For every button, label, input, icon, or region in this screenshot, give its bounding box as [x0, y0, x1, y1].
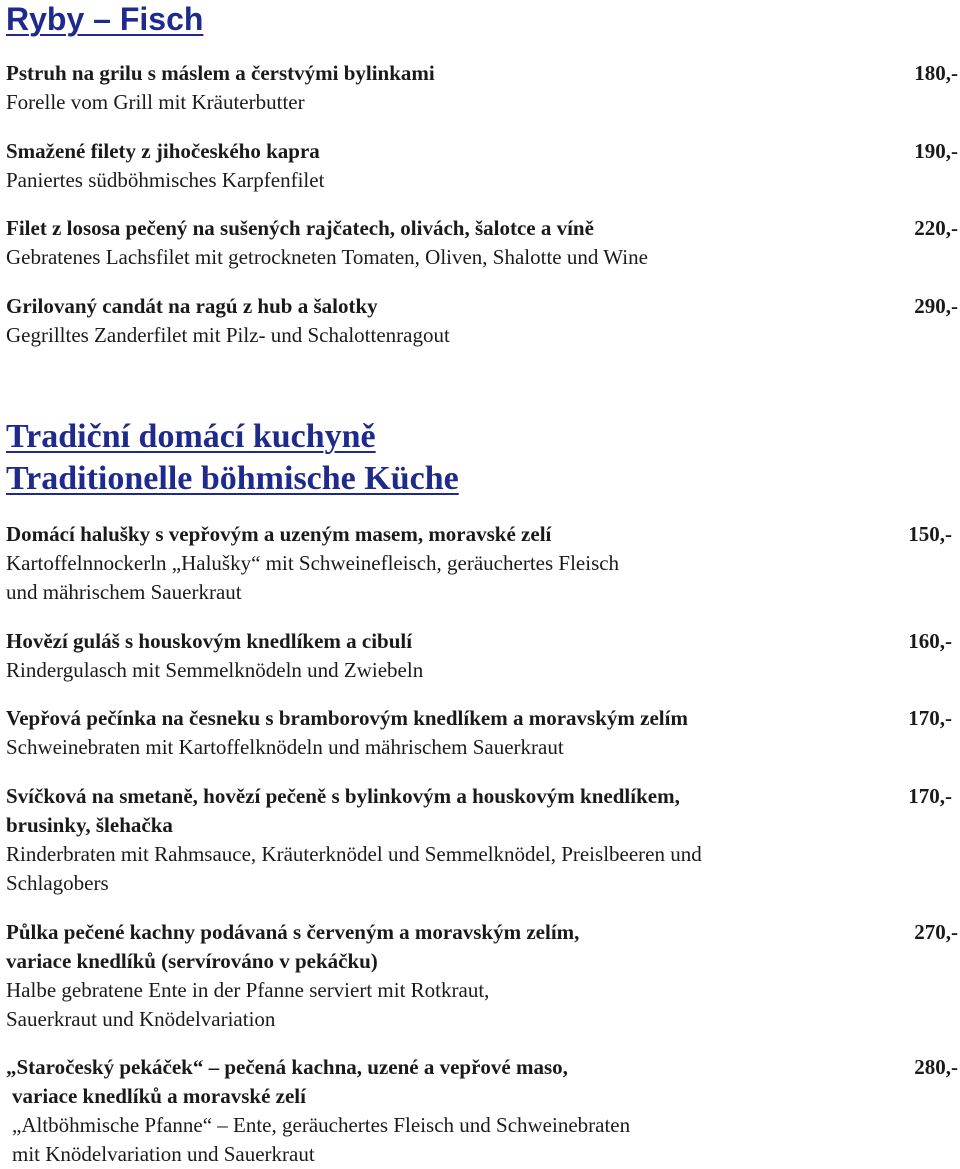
dish-name-de: Forelle vom Grill mit Kräuterbutter	[6, 90, 305, 114]
dish-price: 170,-	[908, 706, 952, 730]
dish-name-de: Sauerkraut und Knödelvariation	[6, 1007, 276, 1031]
dish-price: 150,-	[908, 522, 952, 546]
menu-item	[6, 918, 958, 1034]
dish-price: 280,-	[914, 1055, 958, 1079]
dish-name-de: Halbe gebratene Ente in der Pfanne serviert mit Rotkraut,	[6, 978, 490, 1002]
dish-name-de: mit Knödelvariation und Sauerkraut	[12, 1142, 315, 1166]
dish-price: 170,-	[908, 784, 952, 808]
dish-name-cz: Grilovaný candát na ragú z hub a šalotky	[6, 294, 378, 318]
menu-item	[6, 782, 958, 898]
dish-name-de: „Altböhmische Pfanne“ – Ente, geräuchertes Fleisch und Schweinebraten	[12, 1113, 631, 1137]
section-title-fish: Ryby – Fisch	[6, 1, 204, 37]
section-title-traditional-de: Traditionelle böhmische Küche	[6, 460, 459, 497]
section-title-traditional-cz: Tradiční domácí kuchyně	[6, 418, 376, 455]
dish-name-cz: Domácí halušky s vepřovým a uzeným masem, moravské zelí	[6, 522, 552, 546]
dish-name-cz: Svíčková na smetaně, hovězí pečeně s bylinkovým a houskovým knedlíkem,	[6, 784, 680, 808]
dish-price: 180,-	[914, 61, 958, 85]
menu-item	[6, 520, 958, 607]
dish-name-cz: „Staročeský pekáček“ – pečená kachna, uzené a vepřové maso,	[6, 1055, 568, 1079]
dish-name-de: Rinderbraten mit Rahmsauce, Kräuterknödel und Semmelknödel, Preislbeeren und	[6, 842, 702, 866]
dish-name-cz: variace knedlíků (servírováno v pekáčku)	[6, 949, 378, 973]
dish-price: 290,-	[914, 294, 958, 318]
dish-name-cz: Filet z lososa pečený na sušených rajčatech, olivách, šalotce a víně	[6, 216, 594, 240]
dish-name-cz: Smažené filety z jihočeského kapra	[6, 139, 320, 163]
menu-item	[6, 59, 958, 117]
dish-name-de: Rindergulasch mit Semmelknödeln und Zwiebeln	[6, 658, 424, 682]
dish-name-de: Schlagobers	[6, 871, 109, 895]
dish-name-cz: Půlka pečené kachny podávaná s červeným a moravským zelím,	[6, 920, 580, 944]
dish-name-de: Gebratenes Lachsfilet mit getrockneten Tomaten, Oliven, Shalotte und Wine	[6, 245, 648, 269]
dish-name-cz: Vepřová pečínka na česneku s bramborovým knedlíkem a moravským zelím	[6, 706, 688, 730]
menu-item	[6, 627, 958, 685]
dish-name-de: Schweinebraten mit Kartoffelknödeln und mährischem Sauerkraut	[6, 735, 564, 759]
menu-item	[6, 1053, 958, 1169]
dish-price: 270,-	[914, 920, 958, 944]
menu-item	[6, 137, 958, 195]
dish-price: 220,-	[914, 216, 958, 240]
menu-item	[6, 292, 958, 350]
dish-price: 190,-	[914, 139, 958, 163]
menu-item	[6, 704, 958, 762]
dish-name-cz: variace knedlíků a moravské zelí	[12, 1084, 306, 1108]
dish-name-cz: brusinky, šlehačka	[6, 813, 173, 837]
dish-name-de: Paniertes südböhmisches Karpfenfilet	[6, 168, 325, 192]
dish-price: 160,-	[908, 629, 952, 653]
menu-item	[6, 214, 958, 272]
dish-name-cz: Pstruh na grilu s máslem a čerstvými bylinkami	[6, 61, 435, 85]
dish-name-cz: Hovězí guláš s houskovým knedlíkem a cibulí	[6, 629, 413, 653]
dish-name-de: Kartoffelnnockerln „Halušky“ mit Schweinefleisch, geräuchertes Fleisch	[6, 551, 620, 575]
dish-name-de: und mährischem Sauerkraut	[6, 580, 242, 604]
dish-name-de: Gegrilltes Zanderfilet mit Pilz- und Schalottenragout	[6, 323, 450, 347]
